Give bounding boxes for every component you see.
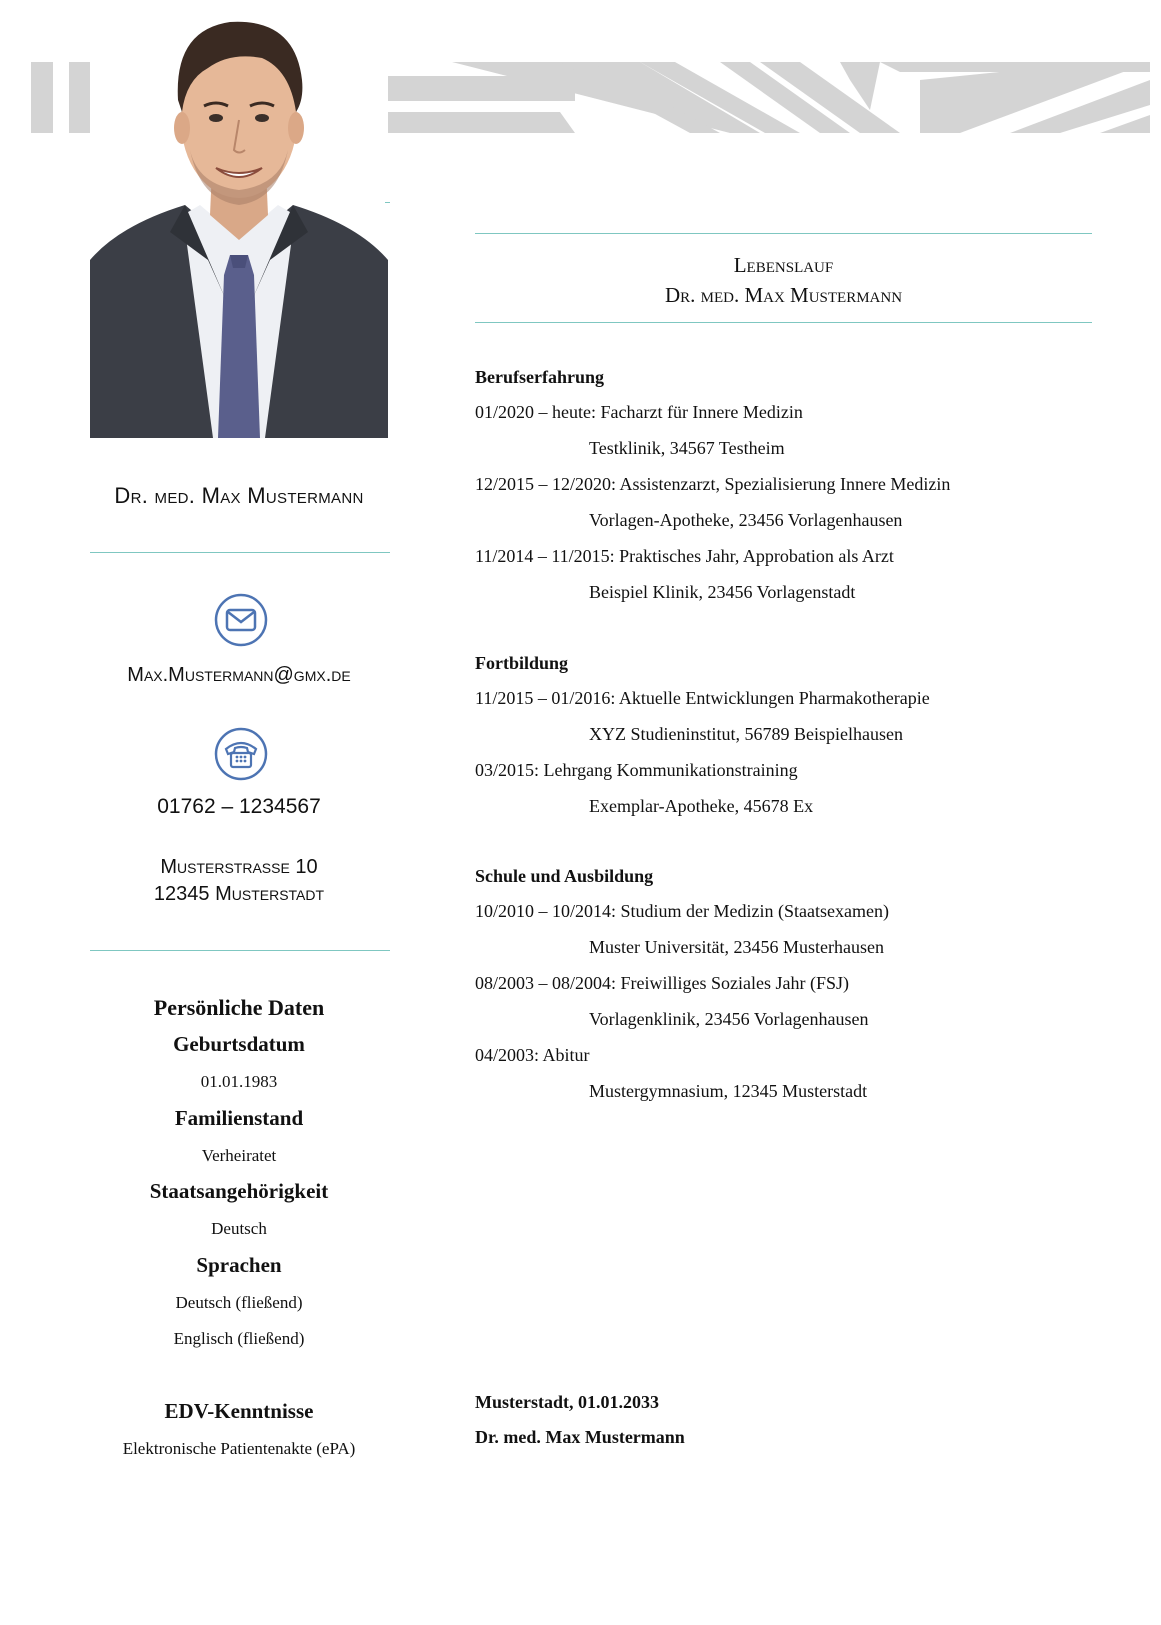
education-entry-line: 04/2003: Abitur	[475, 1045, 590, 1065]
sidebar-divider-top	[90, 552, 390, 553]
work-entry-detail: Testklinik, 34567 Testheim	[589, 438, 785, 458]
language-item: Deutsch (fließend)	[175, 1293, 303, 1312]
birthdate-label: Geburtsdatum	[173, 1032, 305, 1056]
title-rule-top	[475, 233, 1092, 234]
marital-status-value: Verheiratet	[201, 1146, 277, 1165]
language-item: Englisch (fließend)	[173, 1329, 305, 1348]
envelope-icon	[214, 593, 268, 647]
address-street: Musterstrasse 10	[160, 856, 318, 878]
work-entry-line: 12/2015 – 12/2020: Assistenzarzt, Spezialisierung Innere Medizin	[475, 474, 951, 494]
languages-label: Sprachen	[196, 1253, 282, 1277]
signature-name: Dr. med. Max Mustermann	[475, 1427, 685, 1447]
birthdate-value: 01.01.1983	[200, 1072, 278, 1091]
email-link[interactable]: Max.Mustermann@gmx.de	[127, 664, 351, 686]
sidebar-name: Dr. med. Max Mustermann	[114, 483, 364, 508]
document-title-line1: Lebenslauf	[733, 253, 834, 277]
it-skills-value: Elektronische Patientenakte (ePA)	[122, 1439, 356, 1458]
document-title	[475, 250, 1092, 310]
training-entry-detail: XYZ Studieninstitut, 56789 Beispielhausen	[589, 724, 903, 744]
section-heading-training: Fortbildung	[475, 653, 569, 673]
section-heading-education: Schule und Ausbildung	[475, 866, 654, 886]
accent-tick	[385, 202, 390, 203]
marital-status-label: Familienstand	[174, 1106, 304, 1130]
signature-place-date: Musterstadt, 01.01.2033	[475, 1392, 659, 1412]
personal-data-heading: Persönliche Daten	[153, 995, 325, 1020]
address-city: 12345 Musterstadt	[153, 883, 325, 905]
nationality-value: Deutsch	[211, 1219, 267, 1238]
section-heading-work: Berufserfahrung	[475, 367, 604, 387]
work-entry-detail: Vorlagen-Apotheke, 23456 Vorlagenhausen	[589, 510, 903, 530]
training-entry-line: 03/2015: Lehrgang Kommunikationstraining	[475, 760, 798, 780]
document-title-line2: Dr. med. Max Mustermann	[664, 283, 903, 307]
it-skills-heading: EDV-Kenntnisse	[164, 1399, 314, 1423]
work-entry-line: 11/2014 – 11/2015: Praktisches Jahr, Approbation als Arzt	[475, 546, 894, 566]
education-entry-line: 10/2010 – 10/2014: Studium der Medizin (Staatsexamen)	[475, 901, 889, 921]
education-entry-line: 08/2003 – 08/2004: Freiwilliges Soziales Jahr (FSJ)	[475, 973, 849, 993]
work-entry-line: 01/2020 – heute: Facharzt für Innere Medizin	[475, 402, 803, 422]
phone-number: 01762 – 1234567	[157, 795, 321, 818]
title-rule-bottom	[475, 322, 1092, 323]
education-entry-detail: Vorlagenklinik, 23456 Vorlagenhausen	[589, 1009, 869, 1029]
telephone-icon	[214, 727, 268, 781]
training-entry-detail: Exemplar-Apotheke, 45678 Ex	[589, 796, 814, 816]
profile-photo	[90, 0, 388, 438]
education-entry-detail: Mustergymnasium, 12345 Musterstadt	[589, 1081, 868, 1101]
nationality-label: Staatsangehörigkeit	[149, 1179, 329, 1203]
training-entry-line: 11/2015 – 01/2016: Aktuelle Entwicklungen Pharmakotherapie	[475, 688, 930, 708]
sidebar-divider-bottom	[90, 950, 390, 951]
education-entry-detail: Muster Universität, 23456 Musterhausen	[589, 937, 884, 957]
work-entry-detail: Beispiel Klinik, 23456 Vorlagenstadt	[589, 582, 856, 602]
